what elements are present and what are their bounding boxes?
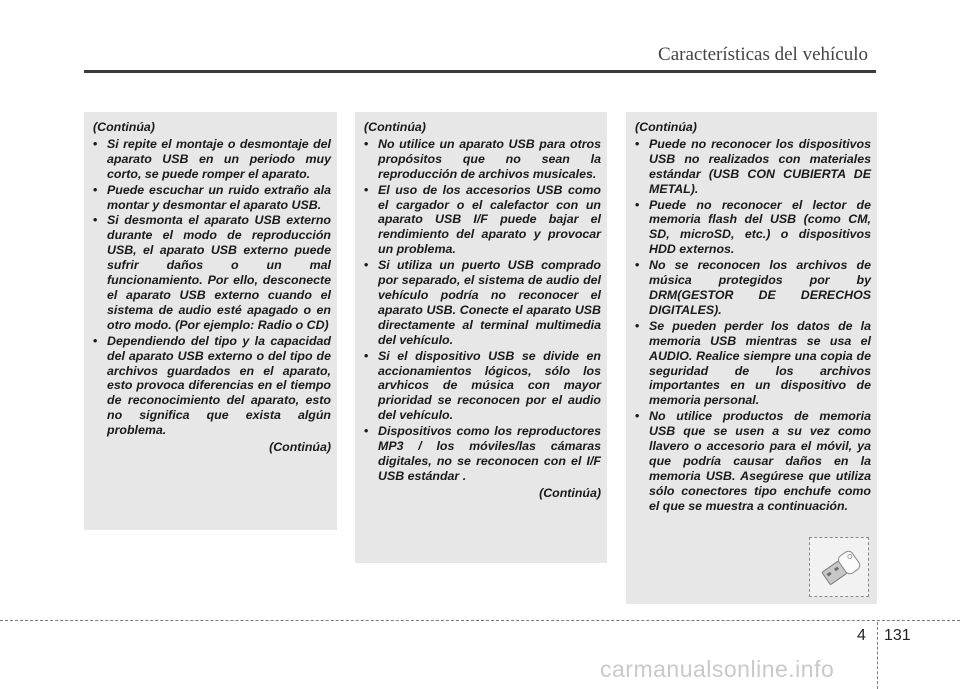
bullet-list bbox=[364, 137, 601, 484]
bullet-item: • Si el dispositivo USB se divide en accionamientos lógicos, sólo los arvhicos de música con mayor prioridad se reconocen por el audio del vehículo. bbox=[364, 349, 601, 424]
bullet-item: • No utilice productos de memoria USB que se usen a su vez como llavero o accesorio para el móvil, ya que podría causar daños en la memoria USB. Asegúrese que utiliza sólo conectores tipo enchufe como el que se muestra a continuación. bbox=[635, 409, 871, 513]
bullet-list bbox=[635, 137, 871, 514]
continued-label-top: (Continúa) bbox=[93, 120, 155, 134]
bullet-item: • Dispositivos como los reproductores MP3 / los móviles/las cámaras digitales, no se reconocen con el I/F USB estándar . bbox=[364, 424, 601, 484]
continued-label-bottom: (Continúa) bbox=[269, 440, 331, 455]
bullet-item: • Se pueden perder los datos de la memoria USB mientras se usa el AUDIO. Realice siempre una copia de seguridad de los archivos importantes en un dispositivo de memoria personal. bbox=[635, 319, 871, 408]
header-rule bbox=[84, 70, 876, 73]
bullet-item: • No se reconocen los archivos de música protegidos por by DRM(GESTOR DE DERECHOS DIGITALES). bbox=[635, 258, 871, 318]
text-column-1 bbox=[84, 112, 337, 530]
text-column-3 bbox=[626, 112, 877, 604]
bullet-item: • Puede escuchar un ruido extraño ala montar y desmontar el aparato USB. bbox=[93, 183, 331, 213]
page-separator bbox=[877, 622, 878, 689]
usb-plug-icon bbox=[810, 538, 868, 596]
chapter-number: 4 bbox=[857, 627, 866, 644]
page-header-title: Características del vehículo bbox=[658, 44, 868, 65]
bullet-item: • Dependiendo del tipo y la capacidad del aparato USB externo o del tipo de archivos guardados en el aparato, esto provoca diferencias en el tiempo de reconocimiento del aparato, esto no significa que exista algún problema. bbox=[93, 334, 331, 438]
bullet-item: • Si repite el montaje o desmontaje del aparato USB en un periodo muy corto, se puede romper el aparato. bbox=[93, 137, 331, 182]
bullet-item: • Puede no reconocer el lector de memoria flash del USB (como CM, SD, microSD, etc.) o dispositivos HDD externos. bbox=[635, 198, 871, 258]
bullet-item: • Si utiliza un puerto USB comprado por separado, el sistema de audio del vehículo podría no reconocer el aparato USB. Conecte el aparato USB directamente al terminal multimedia del vehículo. bbox=[364, 258, 601, 347]
page-number: 131 bbox=[884, 627, 911, 644]
bullet-item: • Si desmonta el aparato USB externo durante el modo de reproducción USB, el aparato USB externo puede sufrir daños o un mal funcionamiento. Por ello, desconecte el aparato USB externo cuando el sistema de audio esté apagado o en otro modo. (Por ejemplo: Radio o CD) bbox=[93, 213, 331, 332]
continued-label-top: (Continúa) bbox=[635, 120, 697, 134]
watermark-text: carmanualsonline.info bbox=[600, 656, 835, 682]
bullet-item: • No utilice un aparato USB para otros propósitos que no sean la reproducción de archivos musicales. bbox=[364, 137, 601, 182]
bullet-item: • El uso de los accesorios USB como el cargador o el calefactor con un aparato USB I/F puede bajar el rendimiento del aparato y provocar un problema. bbox=[364, 183, 601, 258]
continued-label-bottom: (Continúa) bbox=[539, 485, 601, 500]
bullet-list bbox=[93, 137, 331, 438]
text-column-2 bbox=[355, 112, 607, 563]
bullet-item: • Puede no reconocer los dispositivos USB no realizados con materiales estándar (USB CON CUBIERTA DE METAL). bbox=[635, 137, 871, 197]
continued-label-top: (Continúa) bbox=[364, 120, 426, 134]
usb-connector-image bbox=[809, 537, 869, 597]
footer-dash-line bbox=[0, 620, 960, 621]
